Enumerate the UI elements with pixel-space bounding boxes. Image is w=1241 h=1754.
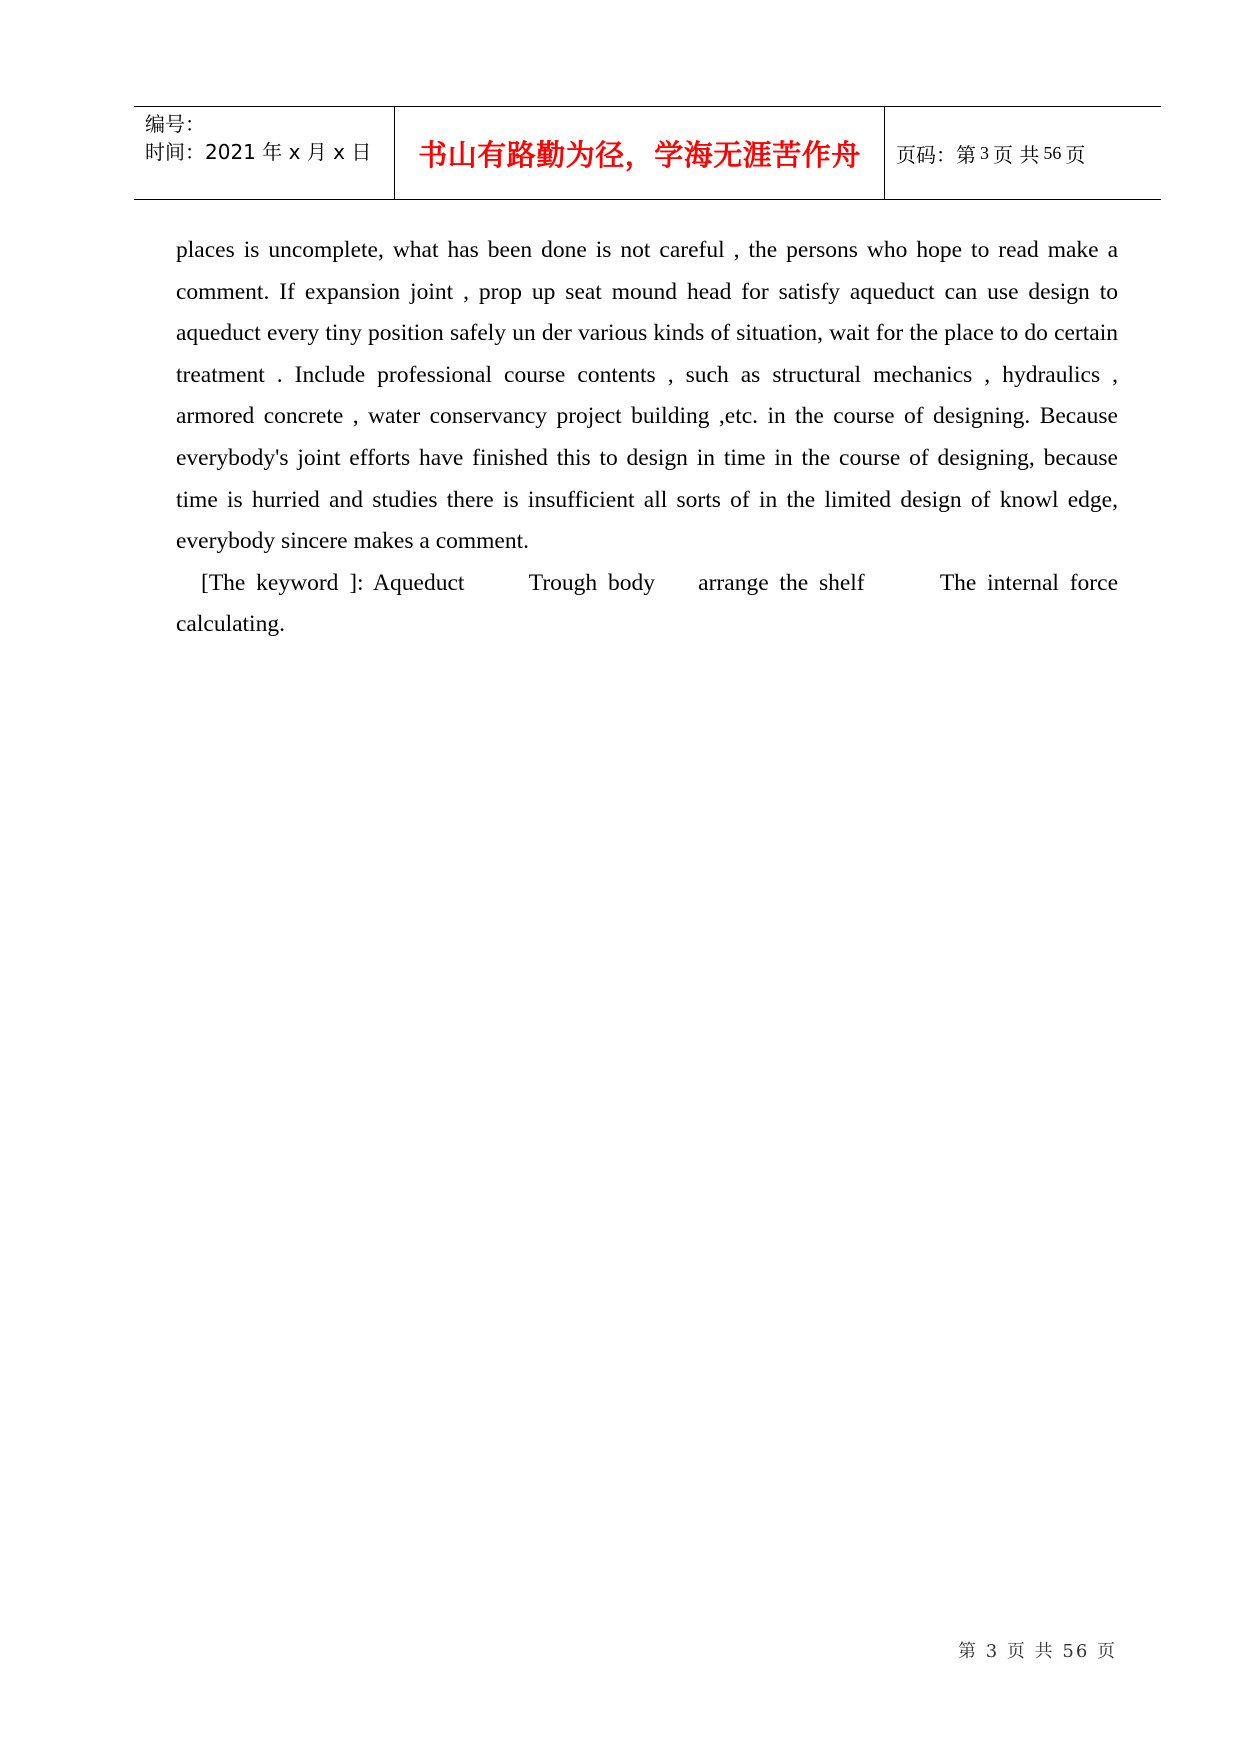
page-total-number: 56 — [1043, 142, 1062, 163]
document-number-label: 编号： — [145, 112, 205, 136]
document-body — [176, 230, 1126, 646]
page-prefix: 页码：第 — [896, 142, 976, 167]
keyword-line: [The keyword ]: Aqueduct Trough body arrange the shelf The internal force calculating. — [176, 569, 1126, 638]
header-motto: 书山有路勤为径，学海无涯苦作舟 — [418, 137, 861, 172]
header-info-cell — [134, 107, 395, 199]
page-suffix: 页 — [1065, 142, 1086, 167]
document-header — [134, 106, 1161, 200]
page-current-number: 3 — [980, 142, 989, 163]
document-date-label: 时间：2021 年 x 月 x 日 — [145, 140, 372, 164]
header-page-cell — [885, 107, 1161, 199]
body-paragraph: places is uncomplete, what has been done is not careful , the persons who hope to read make a comment. If expansion joint , prop up seat mound head for satisfy aqueduct can use design to aqueduct every tiny position safely un der various kinds of situation, wait for the place to do certain treatment . Include professional course contents , such as structural mechanics , hydraulics , armored concrete , water conservancy project building ,etc. in the course of designing. Because everybody's joint efforts have finished this to design in time in the course of designing, because time is hurried and studies there is insufficient all sorts of in the limited design of knowl edge, everybody sincere makes a comment. — [176, 237, 1118, 555]
page-footer: 第 3 页 共 56 页 — [958, 1641, 1117, 1662]
page-mid: 页 共 — [993, 142, 1040, 167]
header-motto-cell — [395, 107, 885, 199]
